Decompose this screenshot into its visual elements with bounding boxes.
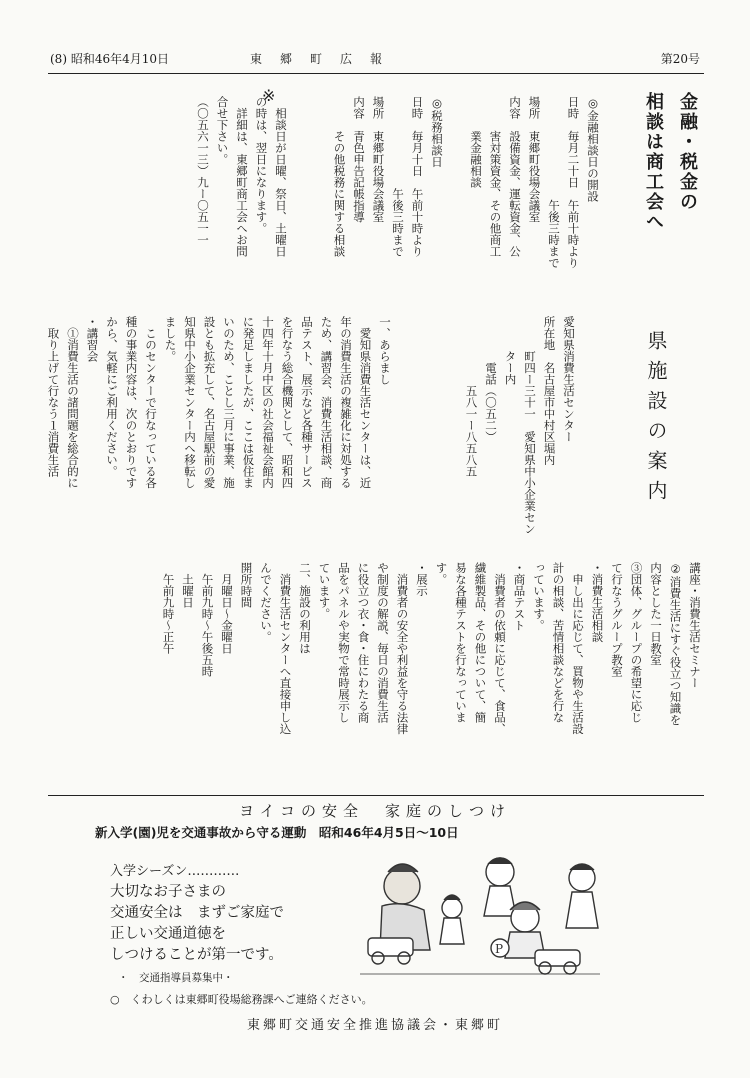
- message-line: 正しい交通道徳を: [110, 926, 226, 942]
- text-line: ◎金融相談日の開設: [586, 96, 600, 202]
- safety-message: [110, 882, 284, 966]
- text-line: 一、あらまし: [378, 316, 392, 385]
- message-line: 交通安全は まずご家庭で: [110, 905, 284, 921]
- text-line: 種の事業内容は、次のとおりです: [124, 316, 139, 489]
- text-line: す。: [434, 562, 449, 585]
- safety-intro: 入学シーズン…………: [110, 864, 240, 879]
- contact-note: ○ くわしくは東郷町役場総務課へご連絡ください。: [110, 993, 373, 1006]
- safety-title: ヨイコの安全 家庭のしつけ: [239, 802, 511, 820]
- text-line: 午後三時まで: [547, 96, 561, 269]
- text-line: 講座・消費生活セミナー: [688, 562, 702, 689]
- text-line: ています。: [317, 562, 332, 620]
- text-line: 二、施設の利用は: [298, 562, 312, 654]
- text-line: ①消費生活の諸問題を総合的に: [66, 316, 80, 489]
- text-line: 内容とした一日教室: [649, 562, 663, 666]
- article2-address: [461, 316, 578, 535]
- text-line: て行なうグループ教室: [610, 562, 624, 677]
- safety-footer: 東郷町交通安全推進協議会・東郷町: [246, 1018, 503, 1033]
- text-line: 午前九時〜正午: [161, 562, 176, 654]
- text-line: このセンターで行なっている各: [144, 316, 158, 489]
- children-illustration: [360, 848, 600, 978]
- text-line: 開所時間: [239, 562, 254, 608]
- text-line: 年の消費生活の複雑化に対処する: [339, 316, 353, 489]
- text-line: 電話（〇五二）: [484, 316, 498, 443]
- article1-body: [193, 96, 603, 269]
- text-line: 知県中小企業センター内へ移転し: [183, 316, 197, 489]
- text-line: 消費者の安全や利益を守る法律: [395, 562, 410, 735]
- text-line: ②消費生活にすぐ役立つ知識を: [668, 562, 683, 726]
- message-line: 大切なお子さまの: [110, 884, 226, 900]
- article1-title: 金融・税金の 相談は商工会へ: [643, 92, 698, 232]
- text-line: 場所 東郷町役場会議室: [371, 96, 386, 223]
- text-line: 場所 東郷町役場会議室: [527, 96, 542, 223]
- text-line: 消費生活センターへ直接申し込: [278, 562, 293, 735]
- text-line: ◎税務相談日: [430, 96, 444, 168]
- text-line: 繊維製品、その他について、簡: [473, 562, 488, 723]
- text-line: 土曜日: [181, 562, 195, 608]
- text-line: （〇五六一三）九ー〇五一一: [196, 96, 210, 246]
- text-line: に発足しましたが、ここは仮住ま: [241, 316, 256, 489]
- text-line: の時は、翌日になります。: [254, 96, 269, 234]
- text-line: 設とも拡充して、名古屋駅前の愛: [202, 316, 217, 489]
- text-line: ました。: [163, 316, 178, 362]
- text-line: 計の相談、苦情相談などを行な: [551, 562, 566, 723]
- text-line: その他税務に関する相談: [332, 96, 347, 257]
- text-line: ため、講習会、消費生活相談、商: [319, 316, 334, 489]
- text-line: 所在地 名古屋市中村区堀内: [542, 316, 557, 466]
- text-line: っています。: [532, 562, 546, 631]
- text-line: 申し出に応じて、買物や生活設: [571, 562, 585, 735]
- text-line: 品をパネルや実物で常時展示し: [337, 562, 351, 723]
- svg-text:P: P: [495, 942, 504, 956]
- issue-date: (8) 昭和46年4月10日: [50, 52, 169, 66]
- message-line: しつけることが第一です。: [110, 947, 283, 963]
- text-line: 十四年十月中区の社会福祉会館内: [261, 316, 275, 489]
- text-line: 害対策資金、その他商工: [488, 96, 503, 257]
- text-line: ・商品テスト: [512, 562, 527, 631]
- article2-title: 県施設の案内: [644, 330, 668, 510]
- text-line: 日時 毎月十日 午前十時より: [410, 96, 425, 257]
- header-rule: [48, 73, 704, 74]
- text-line: 月曜日〜金曜日: [220, 562, 234, 654]
- text-line: 内容 設備資金、運転資金、公: [508, 96, 522, 257]
- text-line: 愛知県消費生活センターは、近: [358, 316, 373, 489]
- safety-subtitle: 新入学(園)児を交通事故から守る運動 昭和46年4月5日〜10日: [95, 825, 459, 840]
- text-line: 午後三時まで: [391, 96, 405, 257]
- text-line: 取り上げて行なう１消費生活: [46, 316, 61, 477]
- section-rule: [48, 795, 704, 796]
- text-line: ター内: [503, 316, 518, 385]
- text-line: んでください。: [259, 562, 273, 643]
- text-line: 内容 青色申告記帳指導: [352, 96, 366, 223]
- text-line: 品テスト、展示など各種サービス: [300, 316, 314, 489]
- text-line: 日時 毎月二十日 午前十時より: [566, 96, 581, 269]
- text-line: から、気軽にご利用ください。: [105, 316, 119, 477]
- text-line: いのため、ことし三月に事業、施: [222, 316, 236, 489]
- text-line: ・講習会: [85, 316, 100, 362]
- article2-body: [43, 316, 394, 489]
- text-line: に役立つ衣・食・住にわたる商: [356, 562, 371, 723]
- text-line: 業金融相談: [469, 96, 483, 188]
- text-line: を行なう総合機関として、昭和四: [280, 316, 295, 489]
- text-line: 相談日が日曜、祭日、土曜日: [274, 96, 288, 257]
- text-line: 消費者の依頼に応じて、食品、: [493, 562, 507, 735]
- text-line: ③団体、グループの希望に応じ: [629, 562, 644, 723]
- text-line: 易な各種テストを行なっていま: [454, 562, 468, 723]
- text-line: 町四ー三十一 愛知県中小企業セン: [523, 316, 537, 535]
- article3-body: [158, 562, 704, 735]
- text-line: [294, 96, 308, 108]
- issue-number: 第20号: [660, 52, 700, 66]
- text-line: ・消費生活相談: [590, 562, 605, 643]
- text-line: 午前九時〜午後五時: [200, 562, 215, 677]
- text-line: ・展示: [415, 562, 429, 597]
- recruitment-note: ・ 交通指導員募集中・: [118, 972, 234, 984]
- text-line: 愛知県消費生活センター: [562, 316, 576, 443]
- text-line: や制度の解説、毎日の消費生活: [376, 562, 390, 723]
- page-header: [50, 50, 700, 70]
- asterisk-mark: ※: [262, 86, 276, 105]
- publication-title: 東郷町広報: [250, 52, 401, 66]
- text-line: 合せ下さい。: [215, 96, 230, 165]
- text-line: 詳細は、東郷町商工会へお問: [235, 96, 249, 257]
- text-line: 五八一ー八五八五: [464, 316, 479, 477]
